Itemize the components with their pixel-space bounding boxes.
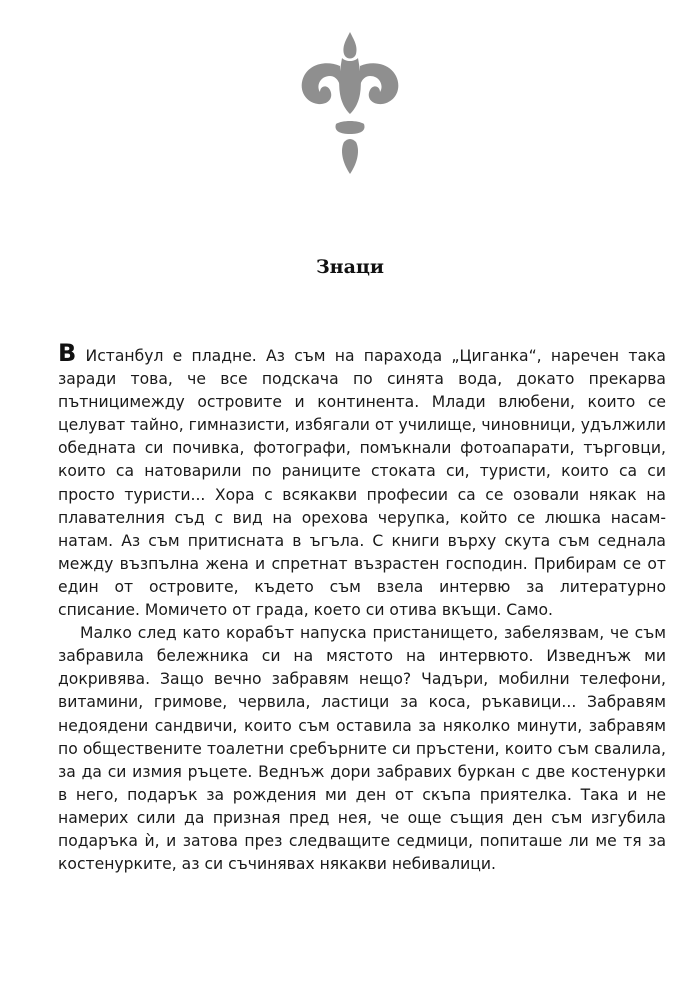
chapter-body	[58, 339, 666, 876]
drop-cap: В	[58, 339, 77, 367]
paragraph-1	[58, 339, 666, 622]
ornament-icon	[270, 26, 430, 186]
paragraph-2: Малко след като корабът напуска пристанището, забелязвам, че съм забравила бележника си на мястото на интервюто. Изведнъж ми докривява. Защо вечно забравям нещо? Чадъри, мобилни телефони, витамини, гримове, червила, ластици за коса, ръкавици... Забравям недоядени сандвичи, които съм оставила за няколко минути, забравям по обществените тоалетни сребърните си пръстени, които съм свалила, за да си измия ръцете. Веднъж дори забравих буркан с две костенурки в него, подарък за рождения ми ден от скъпа приятелка. Така и не намерих сили да призная пред нея, че още същия ден съм изгубила подаръка ѝ, и затова през следващите седмици, попиташе ли ме тя за костенурките, аз си съчинявах някакви небивалици.	[58, 624, 666, 874]
chapter-title: Знаци	[315, 256, 385, 278]
paragraph-1-text: Истанбул е пладне. Аз съм на парахода „Циганка“, наречен така заради това, че все подскача по синята вода, докато прекарва пътницимежду островите и континента. Млади влюбени, които се целуват тайно, гимназисти, избягали от училище, чиновници, удължили обедната си почивка, фотографи, помъкнали фотоапарати, търговци, които са натоварили по раниците стоката си, туристи, които са си просто туристи... Хора с всякакви професии са се озовали някак на плавателния съд с вид на орехова черупка, който се люшка насам-натам. Аз съм притисната в ъгъла. С книги върху скута съм седнала между възпълна жена и спретнат възрастен господин. Прибирам се от един от островите, където съм взела интервю за литературно списание. Момичето от града, което си отива вкъщи. Само.	[58, 347, 666, 620]
